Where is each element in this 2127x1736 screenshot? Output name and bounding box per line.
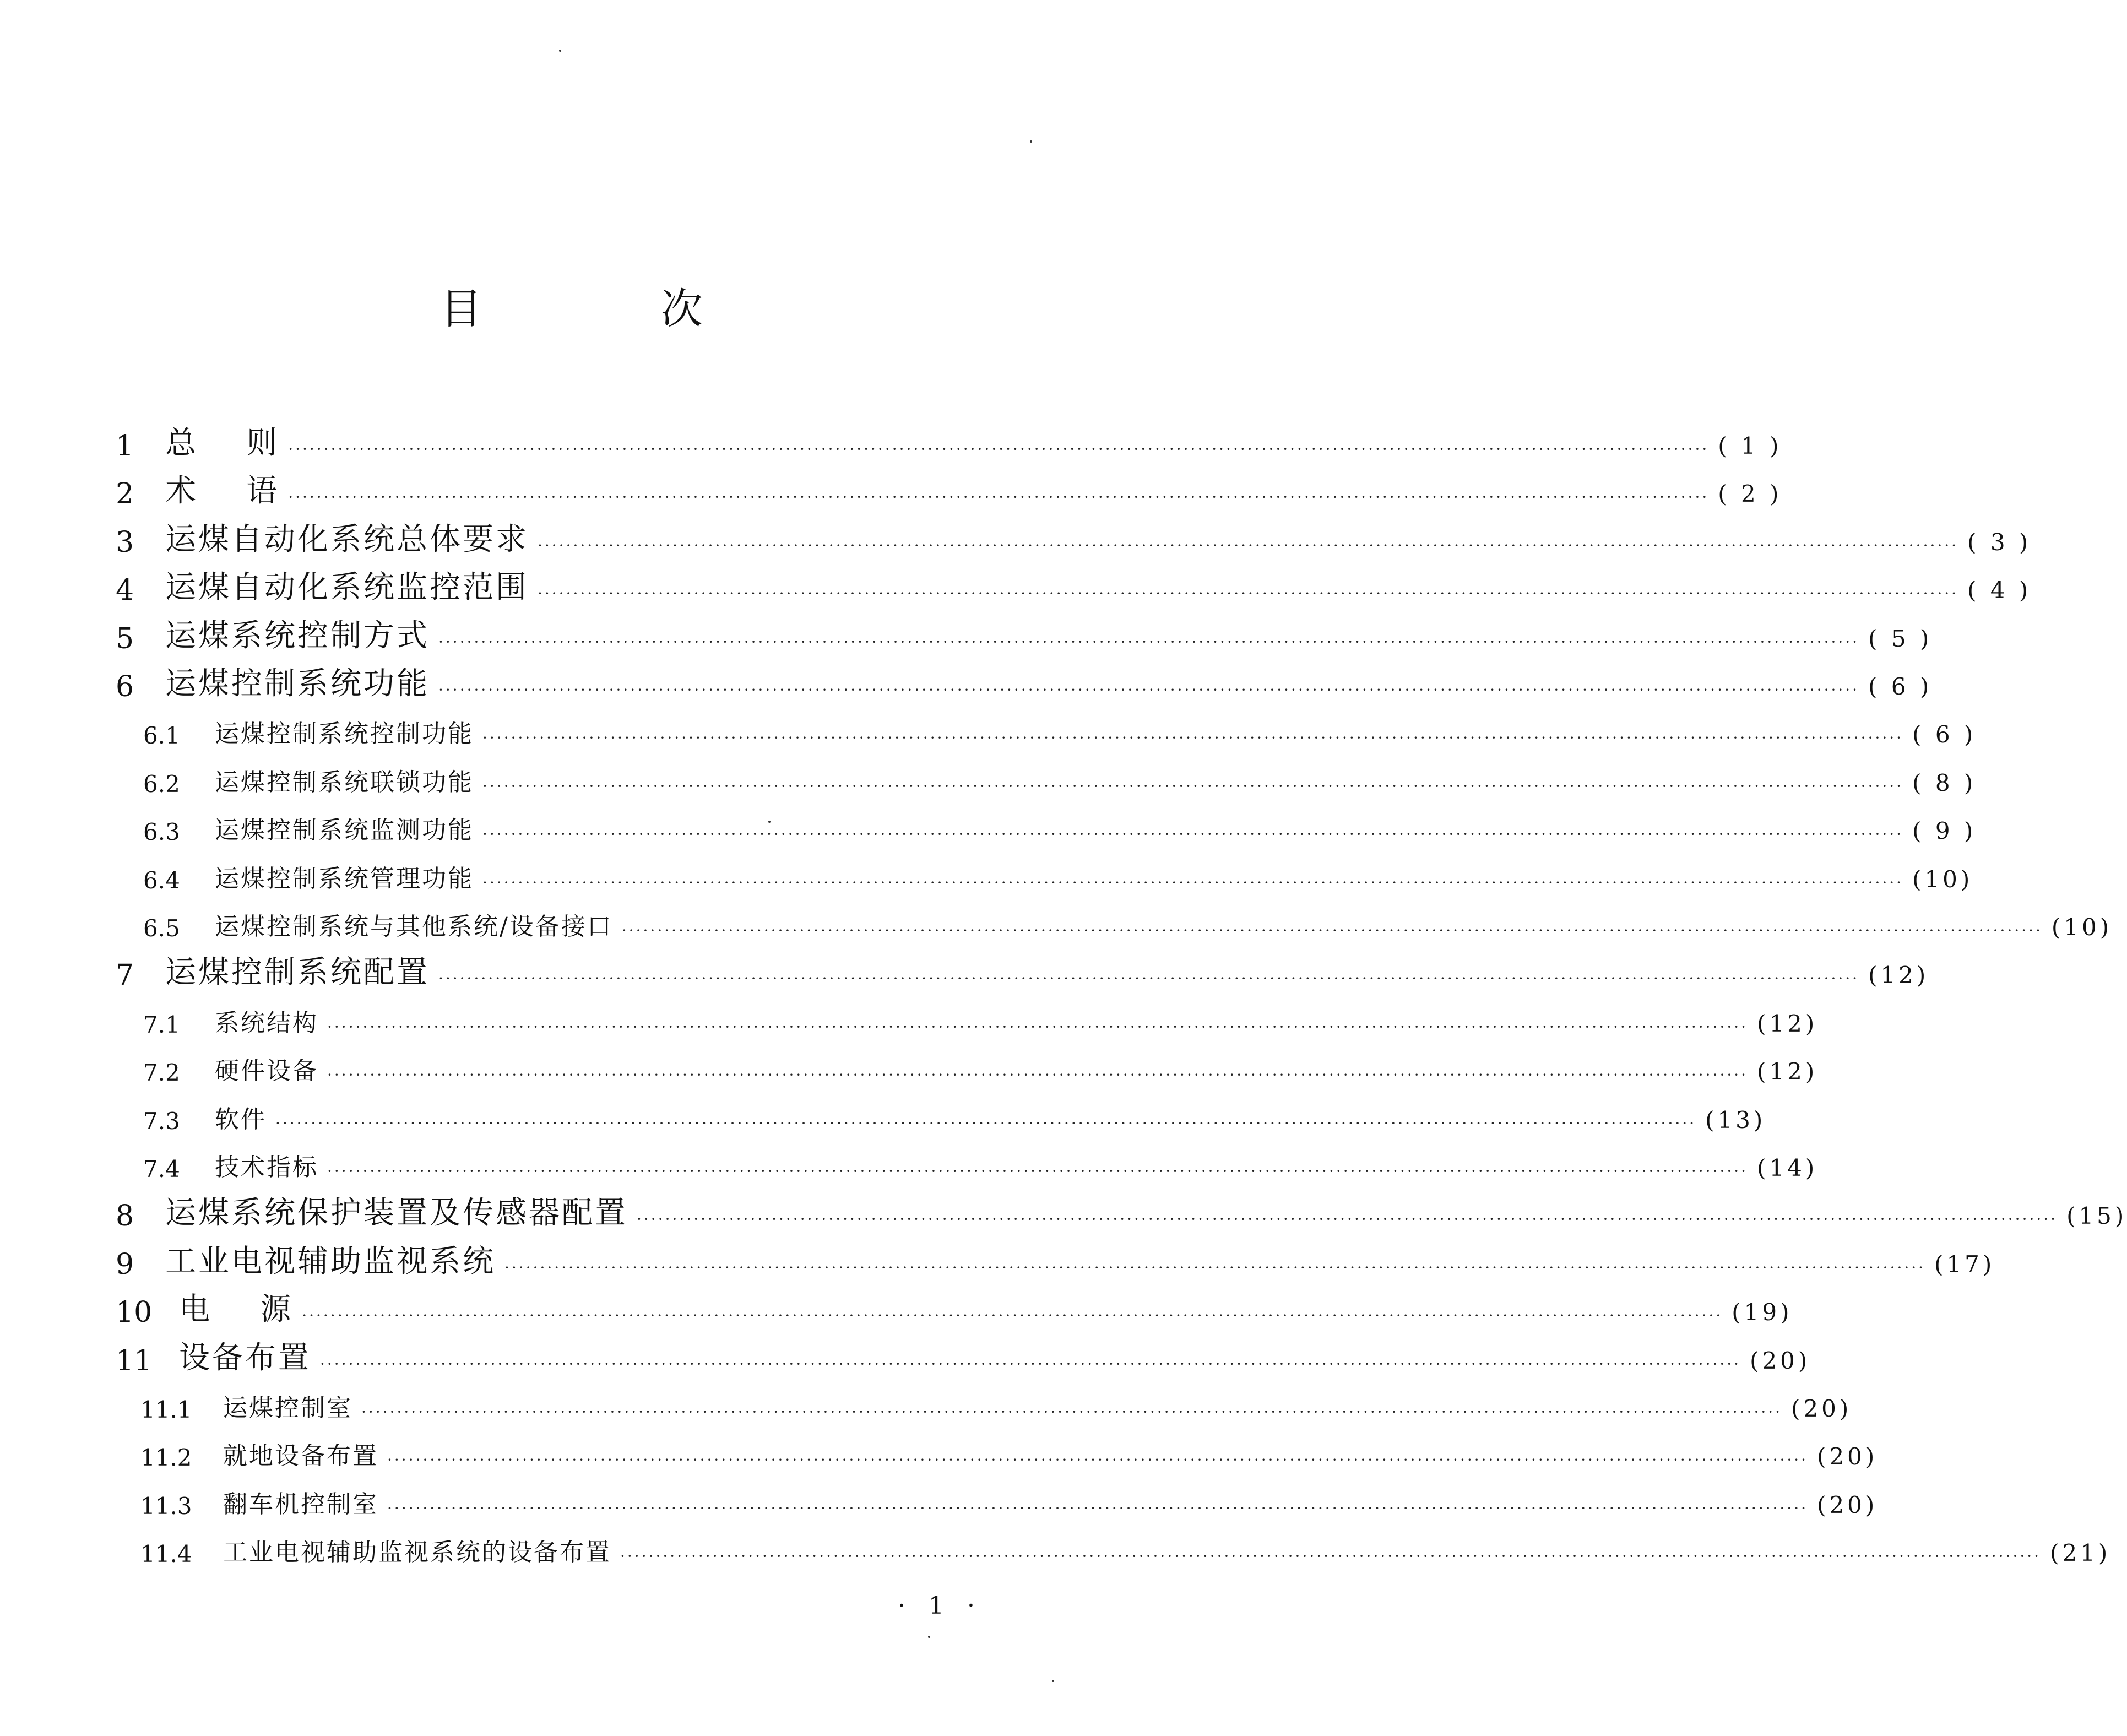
toc-entry-page: (17) bbox=[1934, 1251, 1995, 1278]
toc-entry-title[interactable]: 术 语 bbox=[165, 473, 280, 509]
toc-entry[interactable] bbox=[116, 568, 2032, 607]
toc-entry-number: 6.5 bbox=[143, 915, 180, 942]
toc-entry[interactable] bbox=[116, 1339, 1811, 1377]
toc-entry-title[interactable]: 技术指标 bbox=[215, 1153, 318, 1181]
toc-entry-page: (12) bbox=[1757, 1058, 1818, 1085]
toc-entry-title[interactable]: 系统结构 bbox=[215, 1009, 318, 1037]
toc-entry-title[interactable]: 运煤控制系统功能 bbox=[165, 666, 430, 702]
toc-entry[interactable] bbox=[116, 617, 1933, 655]
toc-entry-number: 7.1 bbox=[143, 1011, 180, 1038]
toc-entry-title[interactable]: 电 源 bbox=[179, 1292, 294, 1327]
scan-speck bbox=[1030, 140, 1032, 143]
toc-entry[interactable] bbox=[116, 713, 1977, 751]
toc-entry[interactable] bbox=[116, 809, 1977, 848]
dot-leader: ········································································································································································································ bbox=[538, 536, 1959, 555]
toc-entry-number: 6.1 bbox=[143, 722, 180, 749]
toc-entry-number: 2 bbox=[116, 478, 134, 511]
dot-leader: ········································································································································································································ bbox=[482, 874, 1904, 892]
toc-entry[interactable] bbox=[116, 1098, 1766, 1137]
toc-entry[interactable] bbox=[116, 953, 1929, 992]
toc-entry-title[interactable]: 运煤控制系统与其他系统/设备接口 bbox=[215, 913, 613, 941]
toc-entry-title[interactable]: 设备布置 bbox=[179, 1340, 311, 1376]
toc-entry-number: 3 bbox=[116, 526, 134, 559]
dot-leader: ········································································································································································································ bbox=[621, 921, 2043, 940]
toc-entry[interactable] bbox=[116, 1194, 2127, 1233]
toc-entry-title[interactable]: 运煤控制系统控制功能 bbox=[215, 720, 474, 748]
toc-entry-page: (15) bbox=[2066, 1202, 2127, 1229]
toc-entry[interactable] bbox=[116, 1290, 1793, 1329]
dot-leader: ········································································································································································································ bbox=[302, 1306, 1723, 1325]
dot-leader: ········································································································································································································ bbox=[482, 729, 1904, 747]
toc-entry-page: ( 6 ) bbox=[1912, 721, 1977, 748]
toc-entry-number: 9 bbox=[116, 1248, 134, 1281]
dot-leader: ········································································································································································································ bbox=[387, 1451, 1809, 1469]
toc-entry[interactable] bbox=[116, 665, 1933, 703]
toc-entry-number: 7.3 bbox=[143, 1108, 180, 1135]
scan-speck bbox=[768, 821, 771, 823]
toc-entry-title[interactable]: 就地设备布置 bbox=[223, 1442, 378, 1470]
scan-speck bbox=[1052, 1680, 1054, 1682]
toc-entry-page: (21) bbox=[2050, 1539, 2111, 1566]
toc-entry-page: (10) bbox=[2051, 914, 2113, 941]
toc-entry[interactable] bbox=[116, 1002, 1818, 1040]
toc-entry-title[interactable]: 硬件设备 bbox=[215, 1057, 318, 1085]
dot-leader: ········································································································································································································ bbox=[320, 1355, 1741, 1373]
toc-entry-title[interactable]: 运煤控制系统联锁功能 bbox=[215, 768, 474, 796]
toc-entry-number: 11.1 bbox=[140, 1396, 192, 1423]
toc-entry-number: 6 bbox=[116, 670, 134, 703]
toc-entry-title[interactable]: 运煤控制系统管理功能 bbox=[215, 865, 474, 893]
toc-entry-number: 11 bbox=[116, 1344, 153, 1377]
toc-entry-number: 11.2 bbox=[140, 1444, 192, 1471]
toc-entry-number: 10 bbox=[116, 1296, 153, 1329]
toc-entry-title[interactable]: 工业电视辅助监视系统的设备布置 bbox=[223, 1538, 611, 1566]
toc-entry-page: (20) bbox=[1817, 1443, 1878, 1470]
toc-entry-title[interactable]: 运煤控制系统配置 bbox=[165, 954, 430, 990]
dot-leader: ········································································································································································································ bbox=[438, 681, 1860, 699]
toc-entry-title[interactable]: 总 则 bbox=[165, 425, 280, 461]
toc-entry-number: 11.3 bbox=[140, 1493, 192, 1520]
toc-entry-title[interactable]: 软件 bbox=[215, 1105, 267, 1133]
dot-leader: ········································································································································································································ bbox=[438, 633, 1860, 651]
toc-entry-page: (12) bbox=[1757, 1010, 1818, 1037]
toc-entry-number: 4 bbox=[116, 574, 134, 607]
toc-entry-page: (19) bbox=[1732, 1299, 1793, 1326]
dot-leader: ········································································································································································································ bbox=[361, 1403, 1783, 1421]
toc-entry-number: 11.4 bbox=[140, 1540, 192, 1567]
dot-leader: ········································································································································································································ bbox=[482, 825, 1904, 843]
toc-entry[interactable] bbox=[116, 1146, 1818, 1185]
dot-leader: ········································································································································································································ bbox=[637, 1210, 2058, 1228]
toc-entry[interactable] bbox=[116, 1387, 1852, 1425]
toc-entry-page: (20) bbox=[1750, 1347, 1811, 1374]
toc-entry-title[interactable]: 运煤自动化系统监控范围 bbox=[165, 569, 529, 605]
toc-entry[interactable] bbox=[116, 858, 1973, 896]
dot-leader: ········································································································································································································ bbox=[327, 1162, 1749, 1180]
toc-entry[interactable] bbox=[116, 424, 1782, 463]
toc-entry-page: (12) bbox=[1868, 962, 1929, 989]
toc-entry-number: 6.2 bbox=[143, 771, 180, 798]
scan-speck bbox=[559, 50, 561, 52]
toc-entry-number: 7 bbox=[116, 959, 134, 992]
dot-leader: ········································································································································································································ bbox=[275, 1114, 1697, 1132]
toc-entry-page: ( 6 ) bbox=[1868, 673, 1933, 700]
scan-speck bbox=[928, 1636, 930, 1638]
toc-entry-page: ( 1 ) bbox=[1718, 432, 1782, 459]
toc-entry-number: 1 bbox=[116, 430, 134, 463]
toc-entry-title[interactable]: 运煤自动化系统总体要求 bbox=[165, 522, 529, 557]
toc-entry[interactable] bbox=[116, 1483, 1878, 1522]
toc-entry-page: (20) bbox=[1791, 1395, 1852, 1422]
toc-entry-title[interactable]: 翻车机控制室 bbox=[223, 1490, 378, 1518]
dot-leader: ········································································································································································································ bbox=[538, 584, 1959, 603]
toc-entry-number: 5 bbox=[116, 622, 134, 655]
toc-entry-title[interactable]: 运煤系统控制方式 bbox=[165, 618, 430, 654]
toc-entry-page: ( 2 ) bbox=[1718, 480, 1782, 507]
toc-entry-number: 6.3 bbox=[143, 818, 180, 845]
dot-leader: ········································································································································································································ bbox=[288, 488, 1710, 506]
toc-entry-page: (10) bbox=[1912, 866, 1973, 893]
toc-entry-page: (14) bbox=[1757, 1154, 1818, 1181]
toc-entry-page: ( 3 ) bbox=[1967, 529, 2032, 556]
toc-entry-number: 6.4 bbox=[143, 867, 180, 894]
dot-leader: ········································································································································································································ bbox=[620, 1547, 2042, 1565]
toc-entry-page: ( 8 ) bbox=[1912, 769, 1977, 796]
toc-entry-title[interactable]: 运煤系统保护装置及传感器配置 bbox=[165, 1195, 628, 1231]
toc-entry[interactable] bbox=[116, 761, 1977, 800]
toc-entry-page: ( 4 ) bbox=[1967, 577, 2032, 604]
toc-title: 目 次 bbox=[440, 284, 785, 333]
toc-entry-page: ( 9 ) bbox=[1912, 817, 1977, 844]
toc-entry[interactable] bbox=[116, 1531, 2111, 1570]
toc-entry[interactable] bbox=[116, 520, 2032, 559]
dot-leader: ········································································································································································································ bbox=[288, 440, 1710, 458]
dot-leader: ········································································································································································································ bbox=[438, 969, 1860, 988]
toc-entry[interactable] bbox=[116, 1050, 1818, 1088]
dot-leader: ········································································································································································································ bbox=[482, 777, 1904, 795]
dot-leader: ········································································································································································································ bbox=[387, 1499, 1809, 1517]
toc-entry[interactable] bbox=[116, 472, 1782, 511]
toc-entry-page: (20) bbox=[1817, 1491, 1878, 1518]
toc-entry-title[interactable]: 运煤控制室 bbox=[223, 1394, 352, 1422]
dot-leader: ········································································································································································································ bbox=[504, 1258, 1926, 1277]
toc-entry-title[interactable]: 工业电视辅助监视系统 bbox=[165, 1244, 496, 1279]
toc-entry[interactable] bbox=[116, 905, 2113, 944]
dot-leader: ········································································································································································································ bbox=[327, 1018, 1749, 1036]
toc-entry-number: 8 bbox=[116, 1200, 134, 1233]
toc-entry-page: (13) bbox=[1705, 1106, 1766, 1133]
toc-entry-number: 7.2 bbox=[143, 1059, 180, 1086]
dot-leader: ········································································································································································································ bbox=[327, 1066, 1749, 1084]
toc-entry-page: ( 5 ) bbox=[1868, 625, 1933, 652]
toc-entry-number: 7.4 bbox=[143, 1155, 180, 1182]
footer-page-number: · 1 · bbox=[898, 1592, 983, 1620]
toc-entry-title[interactable]: 运煤控制系统监测功能 bbox=[215, 816, 474, 844]
toc-entry[interactable] bbox=[116, 1243, 1995, 1281]
toc-entry[interactable] bbox=[116, 1435, 1878, 1473]
